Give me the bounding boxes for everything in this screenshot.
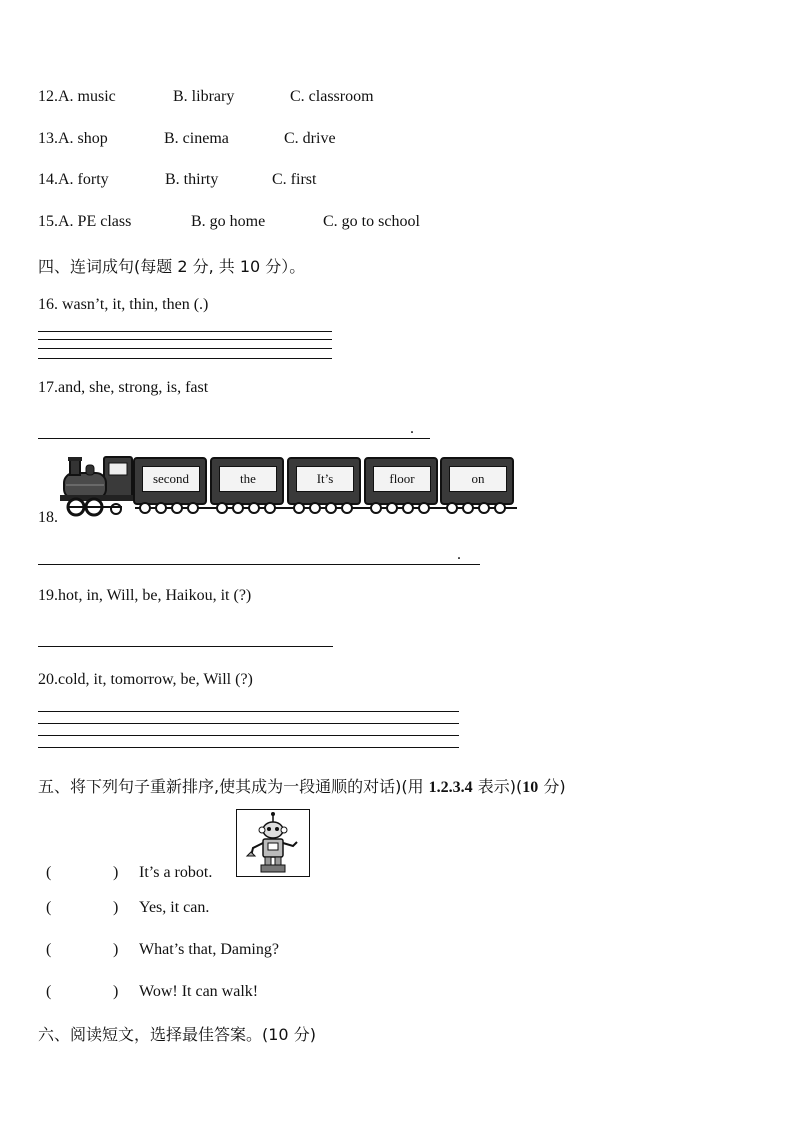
- option-a: A. forty: [58, 171, 109, 188]
- question-15: [38, 213, 131, 231]
- order-bracket-open[interactable]: (: [46, 941, 52, 958]
- train-word: the: [219, 466, 277, 492]
- wheel-icon: [446, 502, 458, 514]
- train-car: [133, 457, 207, 505]
- title-part: 分): [538, 777, 566, 796]
- question-19: 19.hot, in, Will, be, Haikou, it (?): [38, 587, 252, 604]
- answer-line[interactable]: [38, 358, 332, 359]
- locomotive-icon: [60, 455, 135, 517]
- question-number: 14.: [38, 171, 58, 188]
- question-number: 13.: [38, 130, 58, 147]
- period-mark: .: [457, 546, 461, 563]
- option-b: B. cinema: [164, 130, 229, 147]
- train-car: [287, 457, 361, 505]
- wheel-icon: [341, 502, 353, 514]
- question-16: 16. wasn’t, it, thin, then (.): [38, 296, 209, 313]
- answer-line[interactable]: [38, 331, 332, 332]
- wheel-icon: [248, 502, 260, 514]
- dialogue-line: Yes, it can.: [139, 899, 210, 916]
- question-14: [38, 171, 109, 189]
- wheel-icon: [216, 502, 228, 514]
- answer-line[interactable]: [38, 711, 459, 712]
- option-a: A. PE class: [58, 213, 132, 230]
- wheel-icon: [155, 502, 167, 514]
- section-5-title: [38, 774, 566, 797]
- order-bracket-close: ): [113, 899, 119, 916]
- wheel-icon: [494, 502, 506, 514]
- train-word: It’s: [296, 466, 354, 492]
- order-bracket-open[interactable]: (: [46, 864, 52, 881]
- option-b: B. library: [173, 88, 235, 105]
- answer-line[interactable]: [38, 564, 480, 565]
- question-20: 20.cold, it, tomorrow, be, Will (?): [38, 671, 253, 688]
- wheel-icon: [232, 502, 244, 514]
- answer-line[interactable]: [38, 438, 430, 439]
- answer-line[interactable]: [38, 747, 459, 748]
- title-score: 10: [522, 779, 539, 796]
- wheel-icon: [187, 502, 199, 514]
- train-car: [210, 457, 284, 505]
- order-bracket-open[interactable]: (: [46, 899, 52, 916]
- dialogue-line: Wow! It can walk!: [139, 983, 259, 1000]
- wheel-icon: [478, 502, 490, 514]
- option-c: C. drive: [284, 130, 336, 147]
- question-12: [38, 88, 116, 106]
- answer-line[interactable]: [38, 723, 459, 724]
- wheel-icon: [325, 502, 337, 514]
- answer-line[interactable]: [38, 735, 459, 736]
- question-number: 12.: [38, 88, 58, 105]
- wheel-icon: [418, 502, 430, 514]
- option-c: C. go to school: [323, 213, 420, 230]
- order-bracket-close: ): [113, 864, 119, 881]
- train-word: floor: [373, 466, 431, 492]
- wheel-icon: [370, 502, 382, 514]
- option-c: C. classroom: [290, 88, 374, 105]
- question-17: 17.and, she, strong, is, fast: [38, 379, 209, 396]
- wheel-icon: [386, 502, 398, 514]
- order-bracket-close: ): [113, 983, 119, 1000]
- train-word: on: [449, 466, 507, 492]
- section-4-title: 四、连词成句(每题 2 分, 共 10 分）。: [38, 257, 306, 276]
- wheel-icon: [139, 502, 151, 514]
- option-b: B. go home: [191, 213, 266, 230]
- order-bracket-close: ): [113, 941, 119, 958]
- train-word: second: [142, 466, 200, 492]
- title-part: 表示)(: [472, 777, 523, 796]
- robot-icon: [236, 809, 310, 877]
- wheel-icon: [402, 502, 414, 514]
- question-13: [38, 130, 108, 148]
- dialogue-line: It’s a robot.: [139, 864, 213, 881]
- option-c: C. first: [272, 171, 317, 188]
- train-car: [364, 457, 438, 505]
- dialogue-line: What’s that, Daming?: [139, 941, 279, 958]
- option-b: B. thirty: [165, 171, 219, 188]
- option-a: A. music: [58, 88, 116, 105]
- option-a: A. shop: [58, 130, 108, 147]
- wheel-icon: [264, 502, 276, 514]
- title-order-numbers: 1.2.3.4: [428, 779, 473, 796]
- answer-line[interactable]: [38, 646, 333, 647]
- train-car: [440, 457, 514, 505]
- wheel-icon: [293, 502, 305, 514]
- period-mark: .: [410, 420, 414, 437]
- order-bracket-open[interactable]: (: [46, 983, 52, 1000]
- wheel-icon: [309, 502, 321, 514]
- question-number: 15.: [38, 213, 58, 230]
- question-18: 18.: [38, 509, 58, 526]
- answer-line[interactable]: [38, 339, 332, 340]
- answer-line[interactable]: [38, 348, 332, 349]
- wheel-icon: [171, 502, 183, 514]
- wheel-icon: [462, 502, 474, 514]
- title-part: 五、将下列句子重新排序,使其成为一段通顺的对话)(用: [38, 777, 429, 796]
- section-6-title: 六、阅读短文，选择最佳答案。(10 分): [38, 1025, 316, 1044]
